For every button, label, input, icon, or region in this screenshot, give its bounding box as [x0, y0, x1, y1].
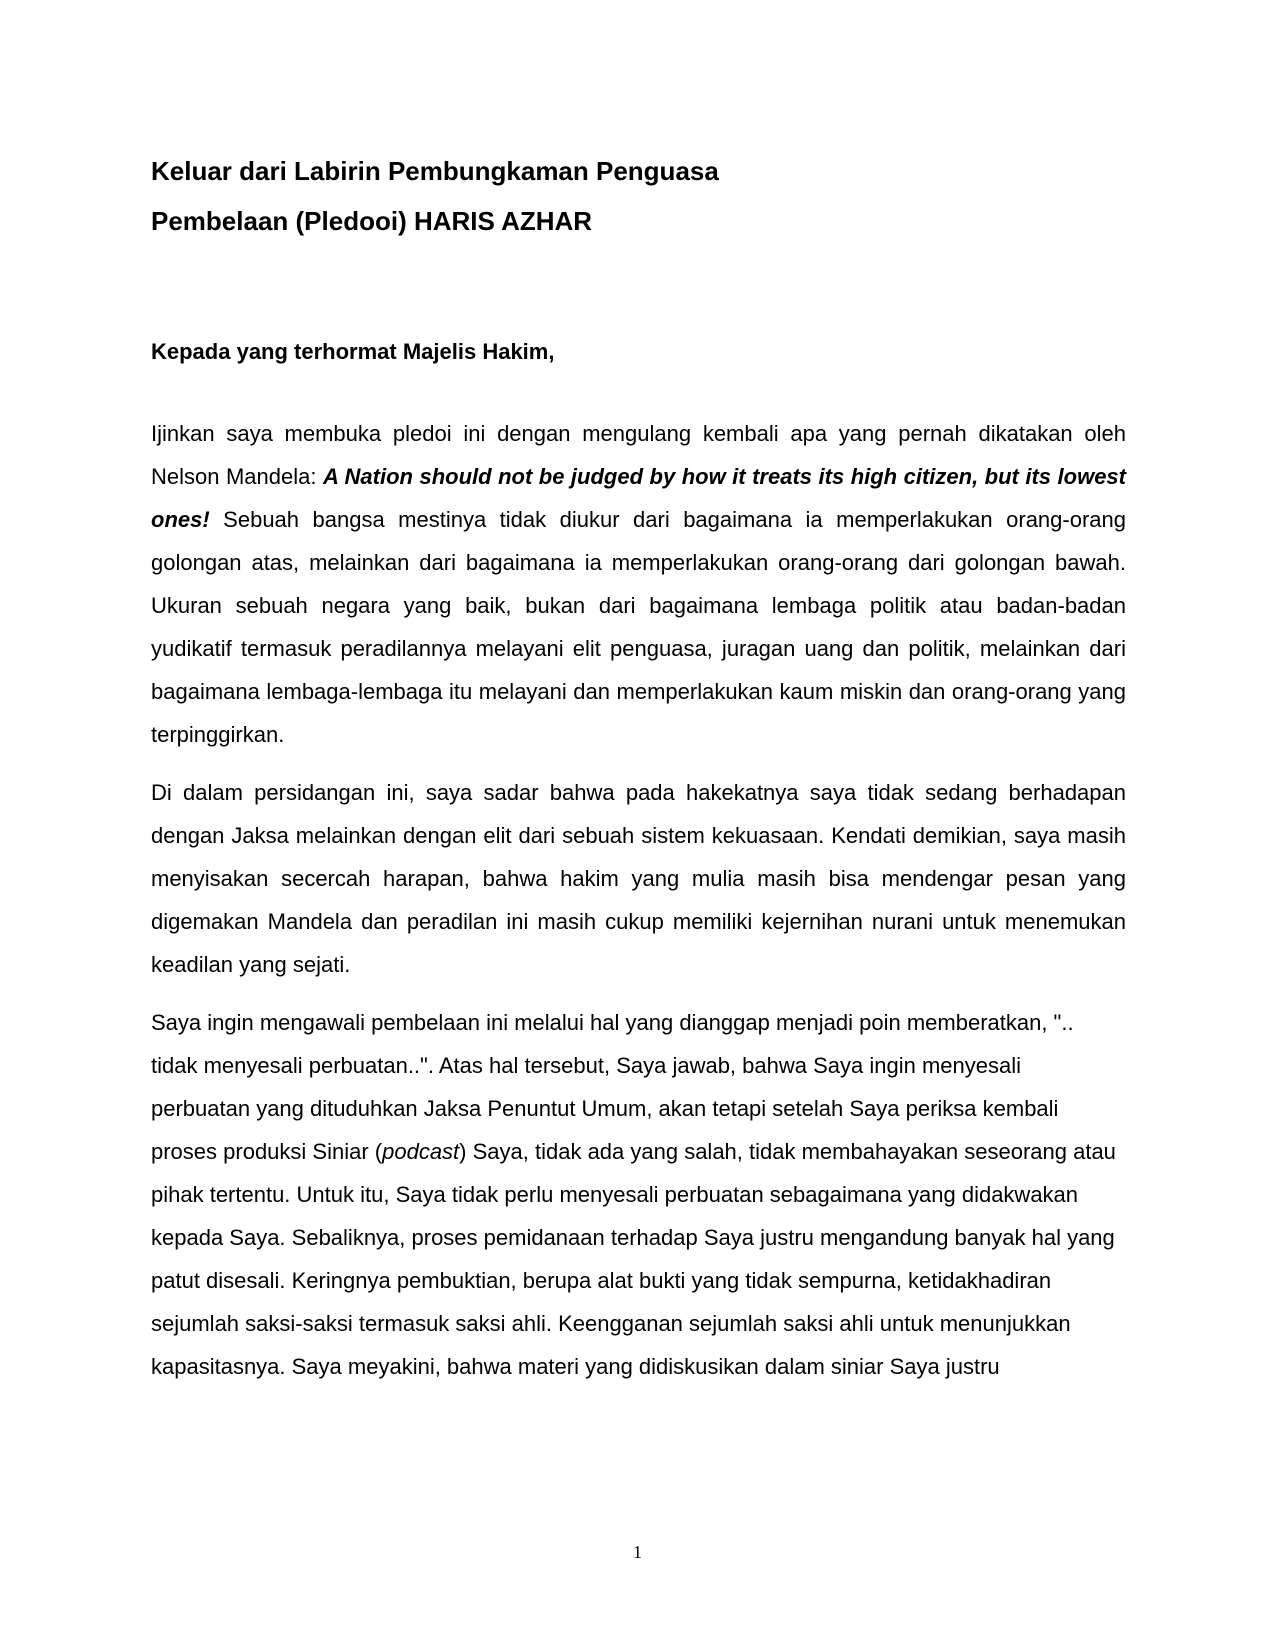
paragraph-2: Di dalam persidangan ini, saya sadar bahwa pada hakekatnya saya tidak sedang berhadapan dengan Jaksa melainkan dengan elit dari sebuah sistem kekuasaan. Kendati demikian, saya masih menyisakan secercah harapan, bahwa hakim yang mulia masih bisa mendengar pesan yang digemakan Mandela dan peradilan ini masih cukup memiliki kejernihan nurani untuk menemukan keadilan yang sejati. [151, 780, 1126, 977]
paragraph-1 [151, 412, 1126, 756]
mandela-quote: A Nation should not be judged by how it treats its high citizen, but its lowest ones! [151, 464, 1126, 532]
title-line-1: Keluar dari Labirin Pembungkaman Penguasa [151, 156, 719, 186]
podcast-term: podcast [382, 1139, 460, 1164]
document-title [151, 146, 1131, 246]
paragraph-3-part-2: ) Saya, tidak ada yang salah, tidak membahayakan seseorang atau pihak tertentu. Untuk itu, Saya tidak perlu menyesali perbuatan sebagaimana yang didakwakan kepada Saya. Sebaliknya, proses pemidanaan terhadap Saya justru mengandung banyak hal yang patut disesali. Keringnya pembuktian, berupa alat bukti yang tidak sempurna, ketidakhadiran sejumlah saksi-saksi termasuk saksi ahli. Keengganan sejumlah saksi ahli untuk menunjukkan kapasitasnya. Saya meyakini, bahwa materi yang didiskusikan dalam siniar Saya justru [151, 1139, 1116, 1379]
page-number: 1 [633, 1542, 642, 1562]
paragraph-3 [151, 1001, 1126, 1388]
paragraph-1-rest: Sebuah bangsa mestinya tidak diukur dari bagaimana ia memperlakukan orang-orang golongan atas, melainkan dari bagaimana ia memperlakukan orang-orang dari golongan bawah. Ukuran sebuah negara yang baik, bukan dari bagaimana lembaga politik atau badan-badan yudikatif termasuk peradilannya melayani elit penguasa, juragan uang dan politik, melainkan dari bagaimana lembaga-lembaga itu melayani dan memperlakukan kaum miskin dan orang-orang yang terpinggirkan. [151, 507, 1126, 747]
document-body [151, 412, 1126, 1403]
paragraph-3-part-1: Saya ingin mengawali pembelaan ini melalui hal yang dianggap menjadi poin memberatkan, ".. tidak menyesali perbuatan..". Atas hal tersebut, Saya jawab, bahwa Saya ingin menyesali perbuatan yang dituduhkan Jaksa Penuntut Umum, akan tetapi setelah Saya periksa kembali proses produksi Siniar ( [151, 1010, 1074, 1164]
title-line-2: Pembelaan (Pledooi) HARIS AZHAR [151, 206, 593, 236]
salutation: Kepada yang terhormat Majelis Hakim, [151, 339, 555, 364]
paragraph-1-intro: Ijinkan saya membuka pledoi ini dengan mengulang kembali apa yang pernah dikatakan oleh Nelson Mandela: [151, 421, 1126, 489]
